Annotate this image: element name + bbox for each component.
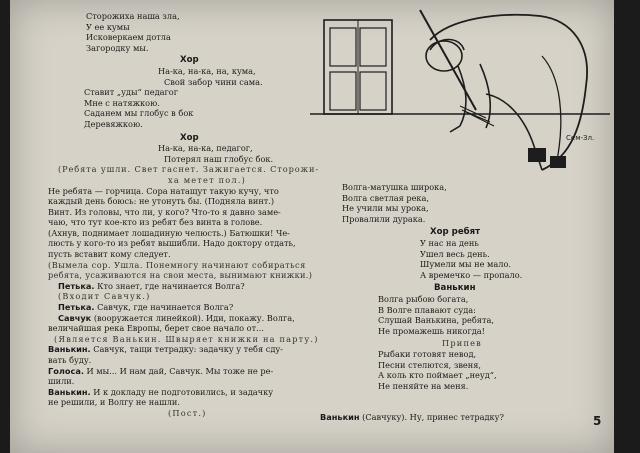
illustration-sweeping-woman	[310, 6, 610, 178]
verse-line: А времечко — пропало.	[420, 269, 523, 280]
speech: И к докладу не подготовились, и задачку	[90, 386, 274, 397]
speaker-name: Ванькин.	[48, 386, 91, 397]
verse-line: Мне с натяжкою.	[84, 97, 160, 108]
verse-line: Загородку мы.	[86, 42, 149, 53]
verse-line: В Волге плавают суда:	[378, 304, 476, 315]
refrain	[378, 349, 604, 391]
speech: Кто знает, где начинается Волга?	[94, 280, 245, 291]
speech: Савчук, где начинается Волга?	[94, 302, 234, 313]
verse-line: Ставит „уды“ педагог	[84, 87, 179, 98]
verse-line: Шумели мы не мало.	[420, 259, 512, 270]
door-panel	[330, 72, 356, 110]
right-column	[342, 182, 604, 391]
speaker-heading: Ванькин	[434, 283, 476, 294]
verse-line: Деревяжкою.	[84, 118, 143, 129]
verse-line: Песни стелются, звеня,	[378, 359, 482, 370]
door-panel	[360, 28, 386, 66]
stage-direction	[58, 164, 328, 185]
speaker-name: Ванькин.	[48, 344, 91, 355]
dialogue-line: не решили, и Волгу не нашли.	[48, 397, 180, 408]
prose-line: каждый день боюсь: не утонуть бы. (Подняла винт.)	[48, 196, 275, 207]
dialogue-line	[48, 366, 328, 377]
verse-line: Волга рыбою богата,	[378, 293, 469, 304]
speaker-name: Голоса.	[48, 365, 84, 376]
head	[426, 41, 462, 71]
verse-line: Ушел весь день.	[420, 248, 490, 259]
door-panel	[330, 28, 356, 66]
stage-line: (Является Ванькин. Швыряет книжки на парту.)	[54, 333, 319, 344]
dialogue-line	[58, 281, 328, 292]
verse-line: У нас на день	[420, 237, 479, 248]
dialogue-line	[48, 387, 328, 398]
dialogue-line: величайшая река Европы, берет свое начало от...	[48, 323, 264, 334]
verse-line: Сторожиха наша зла,	[86, 11, 180, 21]
verse-line: У ее кумы	[86, 21, 130, 32]
verse-line: Исковеркаем дотла	[86, 32, 171, 43]
verse-line: Не пеняйте на меня.	[378, 380, 469, 391]
verse-line: А коль кто поймает „неуд“,	[378, 370, 497, 381]
prose-line: чаю, что тут кое-кто из ребят без винта в голове.	[48, 217, 263, 228]
left-column	[48, 11, 328, 419]
verse-line: Волга светлая река,	[342, 192, 430, 203]
speaker-name: Ванькин	[320, 412, 360, 422]
door-panel	[360, 72, 386, 110]
verse-line: Рыбаки готовят невод,	[378, 348, 477, 359]
speech: (Савчуку). Ну, принес тетрадку?	[359, 412, 504, 422]
stage-line: (Ребята ушли. Свет гаснет. Зажигается. Сторожи-	[58, 164, 320, 175]
chorus-heading: Хор	[180, 55, 199, 66]
chorus-heading: Хор	[180, 132, 199, 143]
dialogue-line: вать буду.	[48, 355, 92, 365]
verse-1	[86, 11, 328, 53]
stage-line: (Вымела сор. Ушла. Понемногу начинают собираться	[48, 259, 306, 270]
verse-line: Потерял наш глобус бок.	[164, 153, 274, 164]
verse-line: Провалили дурака.	[342, 213, 426, 224]
prose-monologue	[48, 186, 328, 281]
prose-line: Не ребята — горчица. Сора натащут такую кучу, что	[48, 185, 279, 196]
figure-back	[430, 15, 587, 170]
chorus-heading: Хор ребят	[430, 227, 481, 238]
chorus-1	[158, 66, 328, 87]
speaker-name: Петька.	[58, 280, 95, 291]
speaker-name: Савчук	[58, 312, 92, 323]
dialogue-line	[58, 302, 328, 313]
book-page	[10, 0, 614, 453]
prose-line: люсть у кого-то из ребят вышибли. Надо доктору отдать,	[48, 238, 296, 249]
verse-line: Волга-матушка широка,	[342, 182, 447, 192]
stage-line: (Входит Савчук.)	[58, 291, 151, 302]
verse-line: Свой забор чини сама.	[164, 76, 263, 87]
verse-line: Не промажешь никогда!	[378, 325, 485, 336]
speech: (вооружается линейкой). Иди, покажу. Волга,	[91, 312, 295, 323]
shoe	[528, 148, 546, 162]
artist-signature: Сем-Зл.	[566, 134, 595, 142]
stage-line: ребята, усаживаются на свои места, вынимают книжки.)	[48, 270, 313, 281]
speech: Савчук, тащи тетрадку: задачку у тебя сду-	[90, 344, 283, 355]
verse-line: На-ка, на-ка, на, кума,	[158, 65, 256, 76]
dialogue-line	[58, 313, 328, 324]
verse-line: Саданем мы глобус в бок	[84, 108, 194, 119]
final-dialogue	[320, 412, 504, 423]
verse-line: На-ка, на-ка, педагог,	[158, 143, 253, 154]
chorus-2	[158, 143, 328, 164]
chorus-kids	[420, 238, 604, 280]
dialogue	[48, 281, 328, 419]
speech: И мы... И нам дай, Савчук. Мы тоже не ре-	[83, 365, 274, 376]
prose-line: пусть вставит кому следует.	[48, 249, 171, 260]
page-number: 5	[593, 414, 602, 428]
dialogue-line	[48, 344, 328, 355]
verse-volga	[342, 182, 604, 224]
speaker-name: Петька.	[58, 302, 95, 313]
verse-line: Слушай Ванькина, ребята,	[378, 315, 494, 326]
stage-line: (Пост.)	[168, 407, 207, 418]
verse-vankin	[378, 294, 604, 336]
dialogue-line: шили.	[48, 376, 75, 387]
shoe	[550, 156, 566, 168]
prose-line: (Ахнув, поднимает лошадиную челюсть.) Батюшки! Че-	[48, 227, 290, 238]
stage-line: ха метет пол.)	[168, 174, 247, 185]
prose-line: Винт. Из головы, что ли, у кого? Что-то я давно заме-	[48, 206, 281, 217]
refrain-heading: Припев	[442, 338, 482, 349]
broom-handle	[420, 10, 476, 110]
verse-2	[84, 87, 328, 129]
verse-line: Не учили мы урока,	[342, 203, 429, 214]
